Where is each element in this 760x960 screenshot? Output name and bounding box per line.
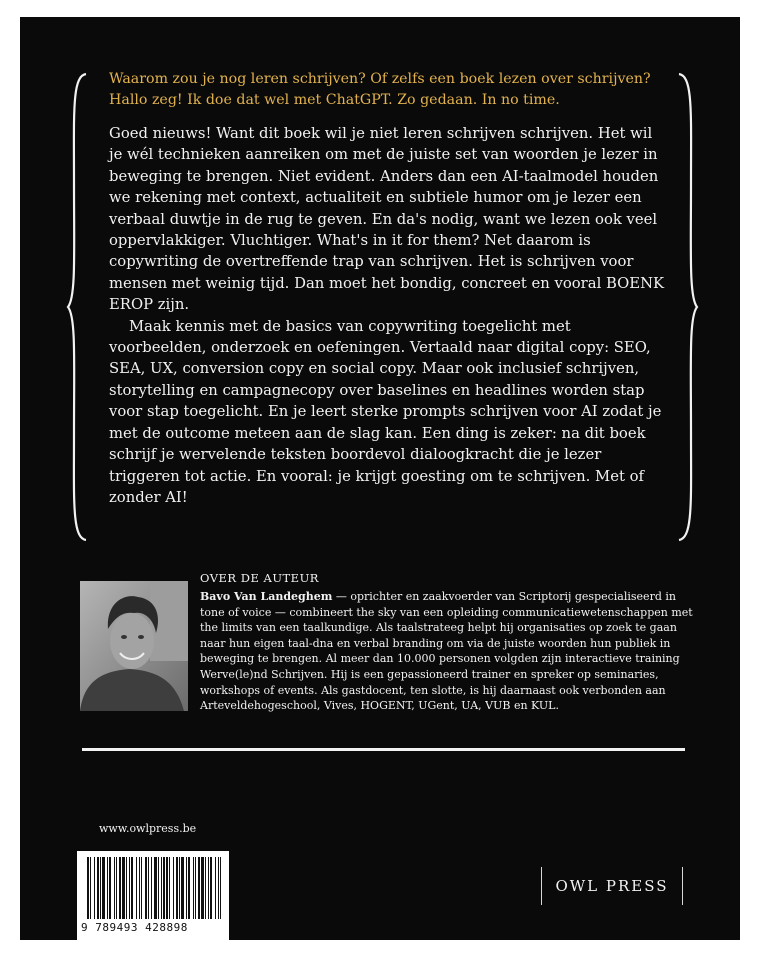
left-curly-brace-icon [66, 72, 88, 542]
publisher-logo [541, 867, 683, 905]
blurb-intro: Waarom zou je nog leren schrijven? Of zelfs een boek lezen over schrijven? Hallo zeg! Ik doe dat wel met ChatGPT. Zo gedaan. In no time. [109, 71, 651, 108]
author-heading: OVER DE AUTEUR [200, 571, 319, 585]
book-back-cover [20, 17, 740, 940]
isbn-number: 9 789493 428898 [81, 921, 188, 934]
blurb-paragraph-2: Maak kennis met de basics van copywriting toegelicht met voorbeelden, onderzoek en oefeningen. Vertaald naar digital copy: SEO, SEA, UX, conversion copy en social copy. Maar ook inclusief schrijven, storytelling en campagnecopy over baselines en headlines worden stap voor stap toegelicht. En je leert sterke prompts schrijven voor AI zodat je met de outcome meteen aan de slag kan. Een ding is zeker: na dit boek schrijf je wervelende teksten boordevol dialoogkracht die je lezer triggeren tot actie. En vooral: je krijgt goesting om te schrijven. Met of zonder AI! [109, 317, 662, 506]
author-name: Bavo Van Landeghem [200, 590, 333, 603]
author-photo [80, 581, 188, 711]
publisher-rule-right [682, 867, 683, 905]
author-bio-text: — oprichter en zaakvoerder van Scriptorij gespecialiseerd in tone of voice — combineert the sky van een opleiding communicatiewetenschappen met the limits van een taalkundige. Als taalstrateeg helpt hij organisaties op zoek te gaan naar hun eigen taal-dna en verbal branding om via de juiste woorden hun publiek in beweging te brengen. Al meer dan 10.000 personen volgden zijn interactieve training Werve(le)nd Schrijven. Hij is een gepassioneerd trainer en spreker op seminaries, workshops of events. Als gastdocent, ten slotte, is hij daarnaast ook verbonden aan Arteveldehogeschool, Vives, HOGENT, UGent, UA, VUB en KUL. [200, 590, 693, 713]
author-bio [200, 589, 700, 714]
cover-blurb [109, 69, 669, 508]
about-author [200, 570, 700, 714]
blurb-paragraph-1: Goed nieuws! Want dit boek wil je niet leren schrijven schrijven. Het wil je wél technieken aanreiken om met de juiste set van woorden je lezer in beweging te brengen. Niet evident. Anders dan een AI-taalmodel houden we rekening met context, actualiteit en subtiele humor om je lezer een verbaal duwtje in de rug te geven. En da's nodig, want we lezen ook veel oppervlakkiger. Vluchtiger. What's in it for them? Net daarom is copywriting de overtreffende trap van schrijven. Het is schrijven voor mensen met weinig tijd. Dan moet het bondig, concreet en vooral BOENK EROP zijn. [109, 125, 665, 314]
author-portrait-icon [80, 581, 188, 711]
barcode-icon [77, 851, 229, 923]
divider-rule [82, 748, 685, 751]
barcode [77, 851, 229, 940]
publisher-website[interactable]: www.owlpress.be [99, 822, 197, 835]
right-curly-brace-icon [677, 72, 699, 542]
publisher-name: OWL PRESS [555, 877, 669, 895]
